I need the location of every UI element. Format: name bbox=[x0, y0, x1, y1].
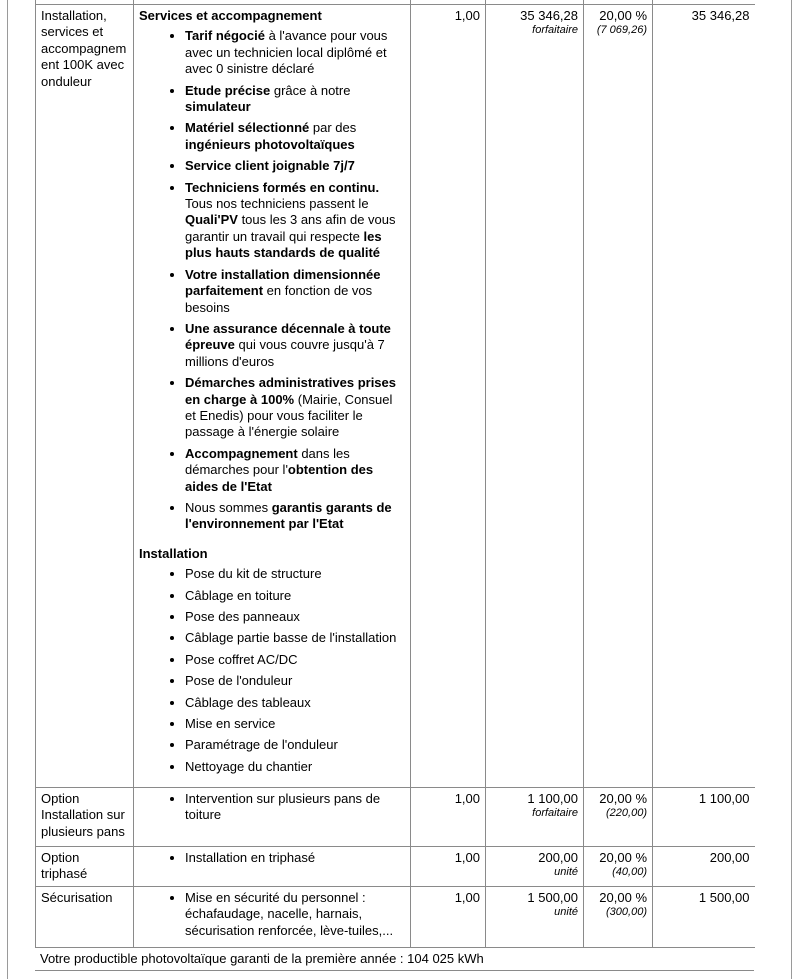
bullet-list bbox=[139, 566, 405, 775]
description-heading: Services et accompagnement bbox=[139, 8, 322, 23]
total-value: 1 500,00 bbox=[698, 890, 750, 905]
table-row bbox=[36, 5, 755, 788]
bullet-list bbox=[139, 890, 405, 939]
bullet-item: • Mise en sécurité du personnel : échafaudage, nacelle, harnais, sécurisation renforcée, lève-tuiles,... bbox=[185, 890, 405, 939]
price-unit-label: forfaitaire bbox=[532, 807, 578, 820]
unit-price-value: 200,00 bbox=[538, 850, 578, 865]
quote-table-area bbox=[35, 0, 754, 971]
bullet-item: • Techniciens formés en continu. Tous nos techniciens passent le Quali'PV tous les 3 ans afin de vous garantir un travail qui respecte les plus hauts standards de qualité bbox=[185, 180, 405, 262]
table-body bbox=[36, 5, 755, 948]
designation-cell bbox=[36, 887, 134, 948]
vat-cell bbox=[584, 887, 653, 948]
price-unit-label: unité bbox=[554, 866, 578, 879]
bullet-item: • Pose des panneaux bbox=[185, 609, 405, 625]
bullet-item: • Nettoyage du chantier bbox=[185, 759, 405, 775]
bullet-item: • Intervention sur plusieurs pans de toiture bbox=[185, 791, 405, 824]
bullet-item: • Câblage des tableaux bbox=[185, 695, 405, 711]
designation-text: Sécurisation bbox=[41, 890, 113, 905]
vat-rate-value: 20,00 % bbox=[599, 8, 647, 23]
vat-cell bbox=[584, 847, 653, 887]
page-border-right bbox=[791, 0, 792, 979]
price-unit-label: forfaitaire bbox=[532, 24, 578, 37]
total-cell bbox=[653, 887, 755, 948]
total-cell bbox=[653, 788, 755, 847]
productible-note: Votre productible photovoltaïque garanti de la première année : 104 025 kWh bbox=[35, 948, 754, 970]
unit-price-value: 35 346,28 bbox=[520, 8, 578, 23]
quantity-cell bbox=[411, 788, 486, 847]
quantity-cell bbox=[411, 5, 486, 788]
total-cell bbox=[653, 847, 755, 887]
bullet-item: • Matériel sélectionné par des ingénieurs photovoltaïques bbox=[185, 120, 405, 153]
description-cell bbox=[134, 5, 411, 788]
quantity-value: 1,00 bbox=[454, 8, 480, 23]
bullet-item: • Démarches administratives prises en charge à 100% (Mairie, Consuel et Enedis) pour vous faciliter le passage à l'énergie solaire bbox=[185, 375, 405, 441]
bullet-list bbox=[139, 850, 405, 866]
quantity-value: 1,00 bbox=[454, 890, 480, 905]
unit-price-value: 1 100,00 bbox=[527, 791, 578, 806]
bullet-item: • Installation en triphasé bbox=[185, 850, 405, 866]
total-cell bbox=[653, 5, 755, 788]
quote-table bbox=[35, 0, 755, 948]
unit-price-value: 1 500,00 bbox=[527, 890, 578, 905]
vat-rate-value: 20,00 % bbox=[599, 791, 647, 806]
vat-amount-value: (7 069,26) bbox=[596, 24, 647, 37]
vat-amount-value: (220,00) bbox=[606, 807, 647, 820]
total-value: 35 346,28 bbox=[691, 8, 750, 23]
bullet-list bbox=[139, 791, 405, 824]
designation-text: Option Installation sur plusieurs pans bbox=[41, 791, 125, 839]
description-cell bbox=[134, 788, 411, 847]
bullet-item: • Pose du kit de structure bbox=[185, 566, 405, 582]
vat-amount-value: (40,00) bbox=[612, 866, 647, 879]
bullet-item: • Accompagnement dans les démarches pour l'obtention des aides de l'Etat bbox=[185, 446, 405, 495]
quantity-cell bbox=[411, 847, 486, 887]
bullet-item: • Service client joignable 7j/7 bbox=[185, 158, 405, 174]
designation-text: Installation, services et accompagnement 100K avec onduleur bbox=[41, 8, 127, 89]
designation-cell bbox=[36, 847, 134, 887]
vat-rate-value: 20,00 % bbox=[599, 850, 647, 865]
total-value: 1 100,00 bbox=[698, 791, 750, 806]
unit-price-cell bbox=[486, 788, 584, 847]
bullet-item: • Votre installation dimensionnée parfaitement en fonction de vos besoins bbox=[185, 267, 405, 316]
quantity-value: 1,00 bbox=[454, 850, 480, 865]
bullet-list bbox=[139, 28, 405, 532]
designation-cell bbox=[36, 788, 134, 847]
quantity-cell bbox=[411, 887, 486, 948]
bullet-item: • Mise en service bbox=[185, 716, 405, 732]
vat-cell bbox=[584, 5, 653, 788]
bullet-item: • Pose coffret AC/DC bbox=[185, 652, 405, 668]
price-unit-label: unité bbox=[554, 906, 578, 919]
quantity-value: 1,00 bbox=[454, 791, 480, 806]
description-cell bbox=[134, 847, 411, 887]
bullet-item: • Une assurance décennale à toute épreuve qui vous couvre jusqu'à 7 millions d'euros bbox=[185, 321, 405, 370]
table-row bbox=[36, 788, 755, 847]
designation-text: Option triphasé bbox=[41, 850, 88, 882]
unit-price-cell bbox=[486, 5, 584, 788]
unit-price-cell bbox=[486, 887, 584, 948]
bullet-item: • Etude précise grâce à notre simulateur bbox=[185, 83, 405, 116]
vat-cell bbox=[584, 788, 653, 847]
designation-cell bbox=[36, 5, 134, 788]
table-row bbox=[36, 887, 755, 948]
vat-amount-value: (300,00) bbox=[606, 906, 647, 919]
bullet-item: • Pose de l'onduleur bbox=[185, 673, 405, 689]
bullet-item: • Nous sommes garantis garants de l'environnement par l'Etat bbox=[185, 500, 405, 533]
page-border-left bbox=[7, 0, 8, 979]
bullet-item: • Tarif négocié à l'avance pour vous avec un technicien local diplômé et avec 0 sinistre déclaré bbox=[185, 28, 405, 77]
bullet-item: • Paramétrage de l'onduleur bbox=[185, 737, 405, 753]
unit-price-cell bbox=[486, 847, 584, 887]
table-row bbox=[36, 847, 755, 887]
vat-rate-value: 20,00 % bbox=[599, 890, 647, 905]
description-heading: Installation bbox=[139, 545, 208, 561]
description-cell bbox=[134, 887, 411, 948]
bullet-item: • Câblage partie basse de l'installation bbox=[185, 630, 405, 646]
bullet-item: • Câblage en toiture bbox=[185, 588, 405, 604]
total-value: 200,00 bbox=[709, 850, 750, 865]
